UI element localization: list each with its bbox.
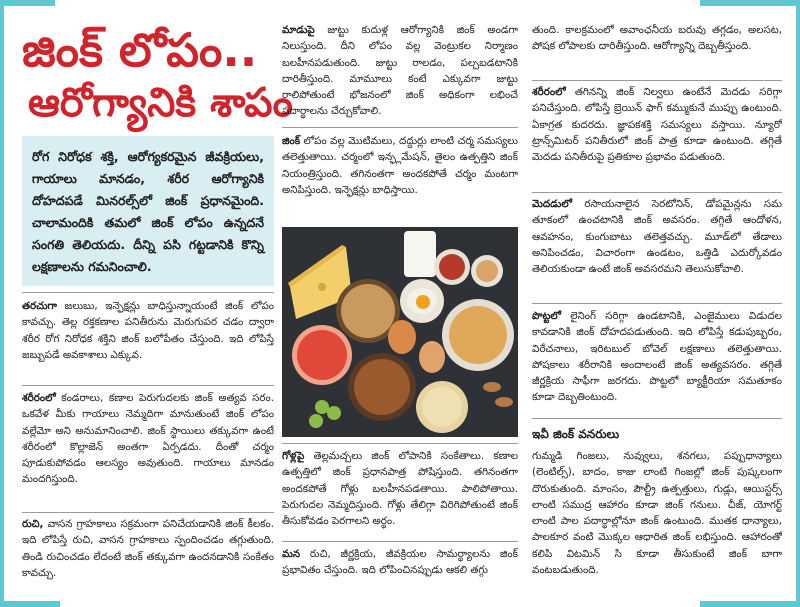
- paragraph-sources: [532, 448, 782, 582]
- divider: [282, 541, 518, 542]
- para-text: రసాయనాలైన సెరటోనిన్, డోపమైన్లను సమ తూకంలో ఉంచటానికి జింక్ అవసరం. తగ్గితే ఆందోళన, ఆవహనం, కుంగుబాటు తలెత్తవచ్చు. మూడ్‌లో తేడాలు అనిపించడం, విచారంగా ఉండటం, ఒత్తిడి ఎదుర్కోవడం తెలియకుండా ఉంటే జింక్ అవసరమని తెలుసుకోవాలి.: [532, 198, 782, 276]
- para-text: గుమ్మడి గింజలు, నువ్వులు, శనగలు, పప్పుధాన్యాలు (లెంటిల్స్), బాదం, కాజు లాంటి గింజల్లో జింక్ పుష్కలంగా దొరుకుతుంది. మాంసం, పౌల్ట్రీ ఉత్పత్తులు, గుడ్లు, ఆయిస్టర్స్ లాంటి సముద్ర ఆహారం కూడా జింక్ గనులు. చీజ్, యోగర్ట్ లాంటి పాల పదార్థాల్లోనూ జింక్ ఉంటుంది. ముతక ధాన్యాలు, పాలకూర వంటి మొక్కల ఆధారిత జింక్ లభిస్తుంది. ఆహారంతో కలిపి విటమిన్ సి కూడా తీసుకుంటే జింక్ బాగా వంటబడుతుంది.: [532, 450, 782, 577]
- para-lead: శరీరంలో: [22, 392, 56, 404]
- para-text: కండరాలు, కణాల పెరుగుదలకు జింక్ అత్యవ సరం. ఒకవేళ మీకు గాయాలు నెమ్మదిగా మానుతుంటే జింక్ లోపం వల్లేమో అని అనుమానించాలి. జింక్ స్థాయిలు తక్కువగా ఉంటే శరీరంలో కొల్లాజెన్ అంతగా ఏర్పడదు. దీంతో చర్మం పూడుకుపోవడం ఆలస్యం అవుతుంది. గాయాలు మానడం మందగిస్తుంది.: [22, 392, 274, 486]
- paragraph-mood: [532, 196, 782, 298]
- divider: [282, 127, 518, 128]
- divider: [532, 80, 782, 81]
- article-title: జింక్ లోపం..: [22, 23, 258, 77]
- paragraph-wounds: [22, 390, 274, 508]
- frame-left: [0, 0, 4, 607]
- paragraph-taste: [22, 516, 274, 584]
- frame-top: [0, 0, 800, 6]
- divider: [532, 192, 782, 193]
- paragraph-nails: [282, 448, 518, 532]
- paragraph-appetite-cont: [532, 22, 782, 74]
- zinc-foods-photo: [282, 227, 518, 437]
- paragraph-skin: [282, 133, 518, 219]
- para-text: తుంది. కాలక్రమంలో అవాంఛనీయ బరువు తగ్గడం, అలసట, పోషక లోపాలకు దారితీస్తుంది. ఆరోగ్యాన్ని దెబ్బతీస్తుంది.: [532, 24, 782, 53]
- intro-box: రోగ నిరోధక శక్తి, ఆరోగ్యకరమైన జీవక్రియలు, గాయాలు మానడం, శరీర ఆరోగ్యానికి దోహదపడే మినరల్స్‌లో జింక్ ప్రధానమైంది. చాలామందికి తమలో జింక్ లోపం ఉన్నదనే సంగతి తెలియదు. దీన్ని పసి గట్టడానికి కొన్ని లక్షణాలను గమనించాలి.: [22, 136, 274, 286]
- para-lead: పొట్టలో: [532, 310, 562, 322]
- para-lead: మెదడులో: [532, 198, 572, 210]
- paragraph-hair: [282, 22, 518, 122]
- frame-bottom: [0, 601, 800, 607]
- divider: [532, 303, 782, 304]
- paragraph-brain: [532, 84, 782, 186]
- para-lead: గోళ్లపై: [282, 450, 305, 462]
- divider: [282, 443, 518, 444]
- para-lead: తరచుగా: [22, 300, 57, 312]
- para-text: తగినన్ని జింక్ నిల్వలు ఉంటేనే మెదడు సరిగ్గా పనిచేస్తుంది. లోపిస్తే బ్రెయిన్ ఫాగ్ కమ్ముకునే ముప్పు ఉంటుంది. ఏకాగ్రత కుదరదు. జ్ఞాపకశక్తి సమస్యలు వస్తాయి. న్యూరో ట్రాన్స్‌మిటర్ పనితీరులో జింక్ పాత్ర కూడా ఉంటుంది. తగ్గితే మెదడు పనితీరుపై ప్రతికూల ప్రభావం పడుతుంది.: [532, 86, 782, 164]
- paragraph-gut: [532, 308, 782, 410]
- para-text: లోపం వల్ల మొటిమలు, దద్దుర్లు లాంటి చర్మ సమస్యలు తలెత్తుతాయి. చర్మంలో ఇన్ఫ్లమేషన్, తైలం ఉత్పత్తిని జింక్ నియంత్రిస్తుంది. తగినంతగా అందకపోతే చర్మం మంటగా అనిపిస్తుంది. ఇన్ఫెక్షన్లు బాధిస్తాయి.: [282, 135, 518, 196]
- sources-heading-text: ఇవీ జింక్ వనరులు: [532, 427, 620, 441]
- frame-right: [796, 0, 800, 607]
- para-lead: మాడుపై: [282, 24, 315, 36]
- para-lead: జింక్: [282, 135, 301, 147]
- para-text: జలుబు, ఇన్ఫెక్షన్లు బాధిస్తున్నాయంటే జింక్ లోపం కావచ్చు. తెల్ల రక్తకణాల పనితీరును మెరుగుపర చడం ద్వారా శరీర రోగ నిరోధక శక్తిని జింక్ బలోపేతం చేస్తుంది. ఇది లోపిస్తే జబ్బుపడే అవకాశాలు ఎక్కువ.: [22, 300, 274, 361]
- para-text: లైనింగ్ సరిగ్గా ఉండటానికి, ఎంజైములు విడుదల కావడానికి జింక్ దోహదపడుతుంది. ఇది లోపిస్తే కడుపుబ్బరం, విరేచనాలు, ఇరిటబుల్ బోవెల్ లక్షణాలు తలెత్తుతాయి. పోషకాలు శరీరానికి అందాలంటే జింక్ అత్యవసరం. తగ్గితే జీర్ణక్రియ సాఫీగా జరగదు. పొట్టలో బ్యాక్టీరియా సమతూకం కూడా దెబ్బతింటుంది.: [532, 310, 782, 404]
- paragraph-appetite: [282, 546, 518, 582]
- para-lead: రుచి,: [22, 518, 44, 530]
- para-text: తెల్లమచ్చలు జింక్ లోపానికి సంకేతాలు. కణాల ఉత్పత్తిలో జింక్ ప్రధానపాత్ర పోషిస్తుంది. తగినంతగా అందకపోతే గోళ్లు బలహీనపడతాయి. పాలిపోతాయి. పెరుగుదల నెమ్మదిస్తుంది. గోళ్లు తేలిగ్గా విరిగిపోతుంటే జింక్ తీసుకోవడం పెరగాలని అర్థం.: [282, 450, 518, 528]
- paragraph-immunity: [22, 298, 274, 382]
- para-text: జుట్టు కుదుళ్ల ఆరోగ్యానికి జింక్ అండగా నిలుస్తుంది. దీని లోపం వల్ల వెంట్రుకల నిర్మాణం బలహీనపడుతుంది. జుట్టు రాలడం, పల్చబడటానికి దారితీస్తుంది. మామూలు కంటే ఎక్కువగా జుట్టు రాలిపోతుంటే భోజనంలో జింక్ అధికంగా లభించే పదార్థాలను చేర్చుకోవాలి.: [282, 24, 518, 118]
- para-text: వాసన గ్రాహకాలు సక్రమంగా పనిచేయడానికి జింక్ కీలకం. ఇది లోపిస్తే రుచి, వాసన గ్రాహకాలు స్పందించడం తగ్గుతుంది. తిండి రుచించడం లేదంటే జింక్ తక్కువగా ఉందనడానికి సంకేతం కావచ్చు.: [22, 518, 274, 579]
- divider: [22, 385, 274, 386]
- para-lead: మన: [282, 548, 301, 560]
- divider: [532, 418, 782, 419]
- para-lead: శరీరంలో: [532, 86, 566, 98]
- divider: [22, 292, 274, 293]
- para-text: రుచి, జీర్ణక్రియ, జీవక్రియల సామర్థ్యాలను జింక్ ప్రభావితం చేస్తుంది. ఇది లోపించినప్పుడు ఆకలి తగ్గు: [282, 548, 518, 577]
- food-illustration: [282, 227, 518, 437]
- divider: [22, 512, 274, 513]
- sources-heading: [532, 426, 782, 446]
- article-subtitle: ఆరోగ్యానికి శాపం: [28, 80, 293, 126]
